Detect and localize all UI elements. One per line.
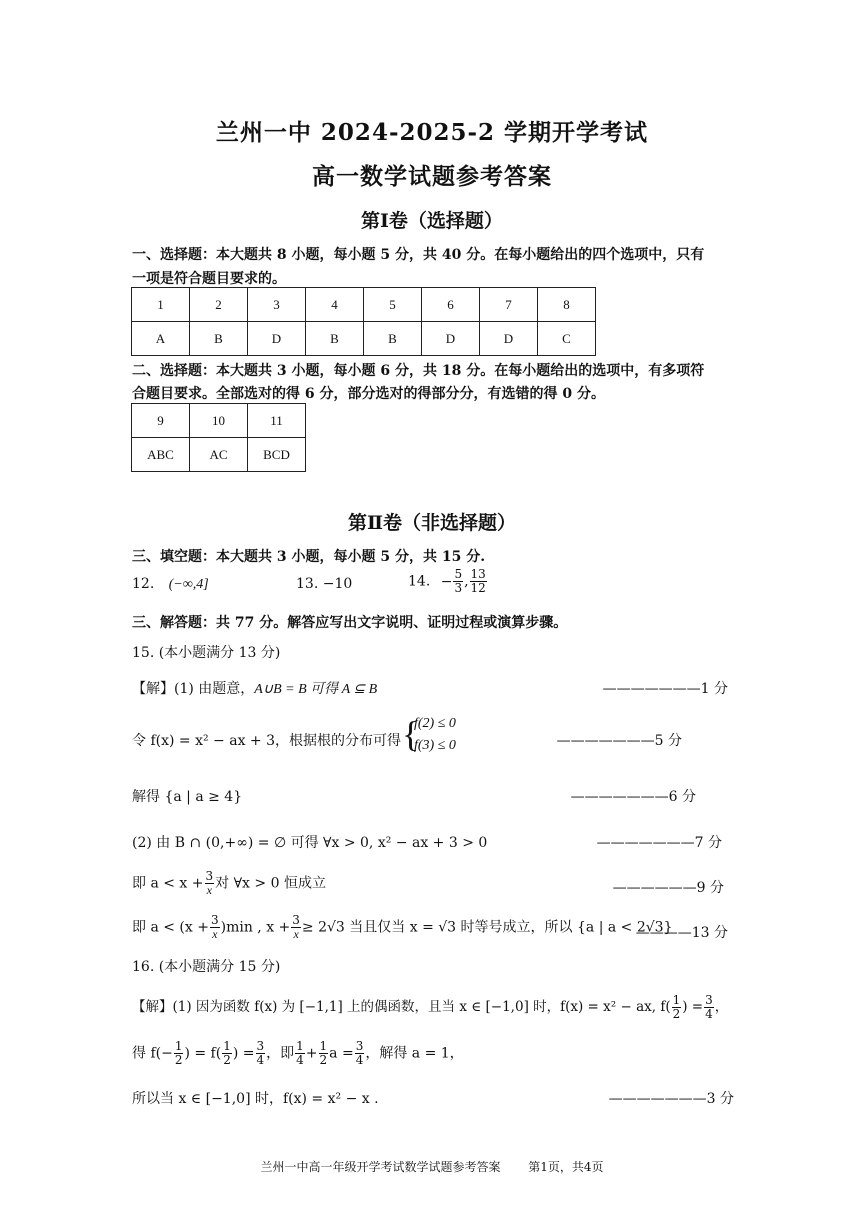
q12-answer — [132, 576, 209, 593]
q16-step3: 所以当 x ∈ [−1,0] 时，f(x) = x² − x . — [132, 1091, 379, 1107]
part1-heading: 第Ⅰ卷（选择题） — [361, 210, 503, 232]
section2-intro-line1: 二、选择题：本大题共 3 小题，每小题 6 分，共 18 分。在每小题给出的选项中，有多项符 — [132, 363, 705, 379]
section3-intro: 三、填空题：本大题共 3 小题，每小题 5 分，共 15 分. — [132, 549, 486, 565]
fraction — [256, 1040, 266, 1067]
math-expression: 即 a < x + — [132, 875, 204, 892]
math-expression: ≥ 2√3 当且仅当 x = √3 时等号成立，所以 {a | a < 2√3} — [301, 919, 673, 936]
fraction-numerator: 1 — [672, 993, 681, 1007]
fraction — [210, 914, 220, 941]
section2-answer-table — [131, 403, 306, 472]
q15-score-6: ————13 分 — [635, 925, 728, 941]
question-number-row — [132, 288, 596, 322]
fraction-denominator: 2 — [672, 1007, 681, 1021]
fraction-denominator: 4 — [256, 1053, 265, 1067]
fraction-denominator: x — [206, 883, 212, 897]
fraction-denominator: 12 — [470, 581, 486, 595]
math-expression: 得 f(− — [132, 1045, 173, 1062]
inequality-2: f(3) ≤ 0 — [414, 738, 456, 753]
fraction-numerator: 1 — [174, 1039, 183, 1053]
footer-text: 兰州一中高一年级开学考试数学试题参考答案 — [260, 1160, 501, 1174]
table-cell: 11 — [248, 404, 306, 438]
q15-step1 — [132, 678, 377, 698]
q15-score-1: ———————1 分 — [602, 681, 728, 697]
table-cell: 10 — [190, 404, 248, 438]
section1-intro-line1: 一、选择题：本大题共 8 小题，每小题 5 分，共 40 分。在每小题给出的四个选项中，只有 — [132, 247, 705, 263]
table-cell: 1 — [132, 288, 190, 322]
inequality-1: f(2) ≤ 0 — [414, 716, 456, 731]
table-cell: A — [132, 322, 190, 356]
table-cell: 8 — [538, 288, 596, 322]
table-cell: 3 — [248, 288, 306, 322]
q15-step5 — [132, 870, 326, 897]
q15-step3: 解得 {a | a ≥ 4} — [132, 789, 243, 805]
math-expression: 即 a < (x + — [132, 919, 209, 936]
q15-score-5: ——————9 分 — [612, 880, 724, 896]
fraction-numerator: 3 — [205, 869, 214, 883]
math-expression: ) = f( — [184, 1045, 222, 1062]
fraction-denominator: 4 — [296, 1053, 304, 1067]
page-number: 第1页，共4页 — [528, 1160, 604, 1174]
q15-score-4: ———————7 分 — [596, 835, 722, 851]
q15-score-2: ———————5 分 — [556, 733, 682, 749]
q16-step1 — [132, 994, 728, 1021]
step-label: 【解】(1) 由题意， — [132, 681, 255, 697]
math-expression: ，即 — [266, 1045, 295, 1062]
table-cell: 5 — [364, 288, 422, 322]
q12-value: (−∞,4] — [168, 577, 209, 592]
q14-fraction-2 — [470, 568, 487, 595]
math-expression: 令 f(x) = x² − ax + 3，根据根的分布可得 — [132, 733, 402, 749]
fraction-numerator: 1 — [319, 1039, 328, 1053]
math-expression: 对 ∀x > 0 恒成立 — [215, 875, 326, 892]
math-expression: ，解得 a = 1， — [365, 1045, 464, 1062]
q16-header: 16. (本小题满分 15 分) — [132, 959, 281, 975]
q15-header: 15. (本小题满分 13 分) — [132, 645, 281, 661]
table-cell: 9 — [132, 404, 190, 438]
fraction-numerator: 1 — [296, 1039, 304, 1053]
table-cell: D — [248, 322, 306, 356]
q14-sign: − — [440, 573, 453, 590]
answer-row — [132, 322, 596, 356]
fraction-numerator: 3 — [705, 993, 713, 1007]
table-cell: 4 — [306, 288, 364, 322]
q15-step4: (2) 由 B ∩ (0,+∞) = ∅ 可得 ∀x > 0, x² − ax + 3 > 0 — [132, 835, 488, 851]
fraction-denominator: x — [293, 927, 299, 941]
math-expression: ， — [714, 999, 729, 1015]
fraction — [291, 914, 301, 941]
q14-answer: 14. − $\frac{5}{3}$ , $\frac{13}{12}$ — [408, 567, 486, 595]
math-expression: + — [305, 1045, 318, 1062]
table-cell: B — [306, 322, 364, 356]
page-title: 兰州一中 2024-2025-2 学期开学考试 — [215, 119, 649, 146]
section1-answer-table — [131, 287, 596, 356]
fraction-denominator: 2 — [319, 1053, 328, 1067]
q14-fraction-1 — [453, 568, 463, 595]
fraction-denominator: 3 — [454, 581, 463, 595]
math-expression: )min , x + — [220, 919, 291, 936]
fraction — [355, 1040, 365, 1067]
math-expression: ) = — [232, 1045, 255, 1062]
math-expression: ) = — [682, 999, 704, 1015]
table-cell: ABC — [132, 438, 190, 472]
fraction-numerator: 3 — [210, 913, 219, 927]
section2-intro-line2: 合题目要求。全部选对的得 6 分，部分选对的得部分分，有选错的得 0 分。 — [132, 386, 605, 402]
fraction-denominator: x — [212, 927, 218, 941]
fraction-numerator: 3 — [355, 1039, 364, 1053]
table-cell: C — [538, 322, 596, 356]
q14-label: 14. — [408, 573, 431, 590]
page-footer — [0, 1158, 864, 1175]
q13-answer: 13. −10 — [296, 576, 353, 592]
part2-heading: 第Ⅱ卷（非选择题） — [347, 512, 516, 534]
brace-icon: { — [402, 714, 420, 754]
table-cell: BCD — [248, 438, 306, 472]
fraction-numerator: 5 — [454, 567, 463, 581]
math-expression: a = — [329, 1045, 354, 1062]
fraction — [319, 1040, 329, 1067]
fraction — [222, 1040, 232, 1067]
fraction — [205, 870, 215, 897]
table-cell: 7 — [480, 288, 538, 322]
fraction-denominator: 2 — [174, 1053, 183, 1067]
table-cell: D — [422, 322, 480, 356]
section1-intro-line2: 一项是符合题目要求的。 — [132, 271, 286, 287]
math-expression: A∪B = B 可得 A ⊆ B — [254, 682, 378, 697]
math-expression: 【解】(1) 因为函数 f(x) 为 [−1,1] 上的偶函数，且当 x ∈ [−1,0] 时，f(x) = x² − ax, f( — [132, 999, 671, 1015]
q15-step6 — [132, 914, 672, 941]
question-number-row — [132, 404, 306, 438]
table-cell: D — [480, 322, 538, 356]
answer-row — [132, 438, 306, 472]
table-cell: AC — [190, 438, 248, 472]
fraction-numerator: 3 — [292, 913, 300, 927]
fraction-denominator: 4 — [355, 1053, 364, 1067]
table-cell: 6 — [422, 288, 480, 322]
section4-intro: 三、解答题：共 77 分。解答应写出文字说明、证明过程或演算步骤。 — [132, 615, 568, 631]
fraction-numerator: 1 — [223, 1039, 231, 1053]
page-subtitle: 高一数学试题参考答案 — [312, 163, 552, 190]
q16-score-1: ———————3 分 — [608, 1091, 734, 1107]
q15-score-3: ———————6 分 — [570, 789, 696, 805]
fraction — [295, 1040, 305, 1067]
table-cell: B — [364, 322, 422, 356]
table-cell: 2 — [190, 288, 248, 322]
fraction — [704, 994, 714, 1021]
table-cell: B — [190, 322, 248, 356]
fraction — [174, 1040, 184, 1067]
fraction-numerator: 3 — [256, 1039, 265, 1053]
q15-step2 — [132, 730, 401, 750]
fraction-denominator: 4 — [705, 1007, 713, 1021]
fraction-denominator: 2 — [223, 1053, 231, 1067]
fraction — [672, 994, 682, 1021]
q16-step2 — [132, 1040, 464, 1067]
fraction-numerator: 13 — [470, 567, 486, 581]
q12-label: 12. — [132, 576, 155, 592]
